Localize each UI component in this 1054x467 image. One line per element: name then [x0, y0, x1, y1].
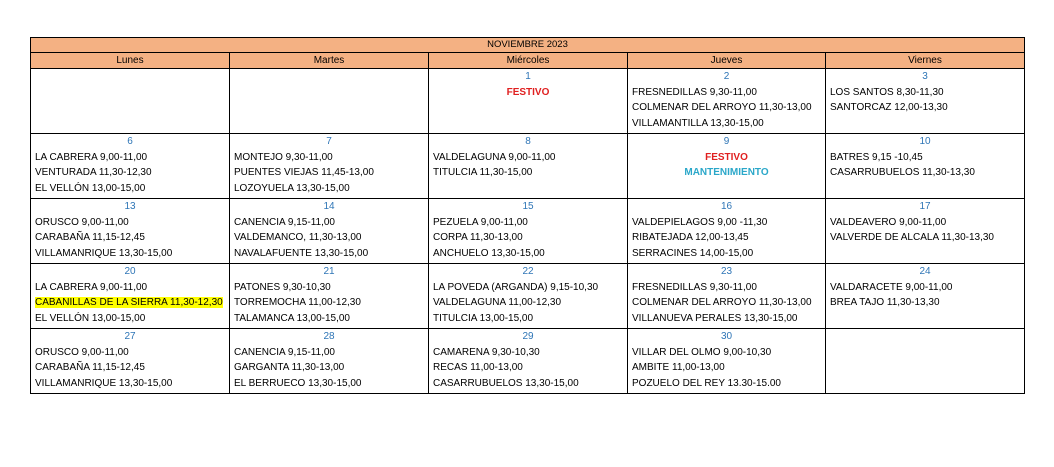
highlight-text: CABANILLAS DE LA SIERRA 11,30-12,30 — [35, 297, 223, 308]
week-row — [31, 199, 1025, 264]
weekday-header: Martes — [230, 53, 429, 69]
week-row — [31, 134, 1025, 199]
festivo-label: FESTIVO — [705, 151, 748, 163]
schedule-entry: BREA TAJO 11,30-13,30 — [830, 297, 940, 308]
weekday-header-row — [31, 53, 1025, 69]
day-number: 21 — [323, 266, 335, 277]
day-cell — [826, 69, 1025, 134]
day-number: 24 — [919, 266, 931, 277]
schedule-entry: TITULCIA 11,30-15,00 — [433, 167, 533, 178]
day-cell — [429, 329, 628, 394]
schedule-entry: TALAMANCA 13,00-15,00 — [234, 312, 350, 324]
festivo-label: FESTIVO — [506, 86, 550, 98]
day-number: 8 — [525, 136, 531, 147]
day-cell — [429, 264, 628, 329]
schedule-entry: CASARRUBUELOS 11,30-13,30 — [830, 167, 975, 178]
schedule-entry-highlighted — [35, 295, 229, 311]
schedule-entry: VALDEPIELAGOS 9,00 -11,30 — [632, 216, 768, 228]
schedule-entry: COLMENAR DEL ARROYO 11,30-13,00 — [632, 297, 812, 308]
schedule-entry: VILLAMANRIQUE 13,30-15,00 — [35, 247, 173, 259]
day-cell — [429, 69, 628, 134]
schedule-entry: LA CABRERA 9,00-11,00 — [35, 281, 148, 293]
schedule-entry: SERRACINES 14,00-15,00 — [632, 247, 754, 259]
day-number: 17 — [919, 201, 931, 212]
calendar-body — [31, 69, 1025, 394]
schedule-entry: CORPA 11,30-13,00 — [433, 232, 523, 243]
day-cell — [230, 134, 429, 199]
schedule-entry: EL VELLÓN 13,00-15,00 — [35, 182, 146, 194]
schedule-entry: CANENCIA 9,15-11,00 — [234, 346, 335, 358]
schedule-entry: TORREMOCHA 11,00-12,30 — [234, 297, 361, 308]
day-number: 10 — [919, 136, 931, 147]
schedule-entry: LA CABRERA 9,00-11,00 — [35, 151, 148, 163]
schedule-entry: VENTURADA 11,30-12,30 — [35, 167, 152, 178]
day-cell — [826, 199, 1025, 264]
maintenance-label: MANTENIMIENTO — [684, 167, 769, 178]
schedule-entry: VILLAR DEL OLMO 9,00-10,30 — [632, 346, 772, 358]
schedule-entry: PEZUELA 9,00-11,00 — [433, 216, 528, 228]
day-number: 6 — [127, 136, 133, 147]
day-cell — [628, 329, 826, 394]
day-number: 16 — [720, 201, 733, 212]
schedule-entry: FRESNEDILLAS 9,30-11,00 — [632, 281, 757, 293]
schedule-entry: MONTEJO 9,30-11,00 — [234, 151, 333, 163]
schedule-entry: FRESNEDILLAS 9,30-11,00 — [632, 86, 757, 98]
week-row — [31, 264, 1025, 329]
day-number: 7 — [326, 136, 332, 147]
day-cell — [429, 199, 628, 264]
day-number: 23 — [720, 266, 733, 277]
schedule-entry: LA POVEDA (ARGANDA) 9,15-10,30 — [433, 281, 599, 293]
day-cell — [31, 264, 230, 329]
schedule-entry: POZUELO DEL REY 13.30-15.00 — [632, 377, 781, 389]
schedule-entry: VALDARACETE 9,00-11,00 — [830, 281, 953, 293]
schedule-entry: VALDELAGUNA 11,00-12,30 — [433, 297, 562, 308]
calendar-table — [30, 37, 1025, 394]
week-row — [31, 69, 1025, 134]
day-cell — [230, 69, 429, 134]
day-cell — [826, 134, 1025, 199]
day-number: 14 — [323, 201, 335, 212]
day-number: 3 — [922, 71, 928, 82]
schedule-entry: EL VELLÓN 13,00-15,00 — [35, 312, 146, 324]
schedule-entry: VILLAMANTILLA 13,30-15,00 — [632, 117, 764, 129]
schedule-entry: CARABAÑA 11,15-12,45 — [35, 232, 145, 243]
schedule-entry: CAMARENA 9,30-10,30 — [433, 346, 540, 358]
schedule-entry: ORUSCO 9,00-11,00 — [35, 346, 129, 358]
schedule-entry: EL BERRUECO 13,30-15,00 — [234, 377, 362, 389]
day-number: 15 — [522, 201, 534, 212]
schedule-entry: ANCHUELO 13,30-15,00 — [433, 247, 545, 259]
day-cell — [230, 264, 429, 329]
schedule-entry: VILLAMANRIQUE 13,30-15,00 — [35, 377, 173, 389]
day-cell — [628, 264, 826, 329]
schedule-entry: VALDEAVERO 9,00-11,00 — [830, 216, 947, 228]
day-number: 9 — [723, 136, 730, 147]
schedule-entry: SANTORCAZ 12,00-13,30 — [830, 102, 948, 113]
schedule-entry: BATRES 9,15 -10,45 — [830, 151, 923, 163]
day-cell — [628, 134, 826, 199]
schedule-entry: CANENCIA 9,15-11,00 — [234, 216, 335, 228]
day-cell — [31, 134, 230, 199]
schedule-entry: VALDELAGUNA 9,00-11,00 — [433, 151, 556, 163]
day-cell — [826, 264, 1025, 329]
schedule-entry: LOS SANTOS 8,30-11,30 — [830, 86, 944, 98]
schedule-entry: TITULCIA 13,00-15,00 — [433, 312, 534, 324]
day-cell — [628, 69, 826, 134]
schedule-entry: PUENTES VIEJAS 11,45-13,00 — [234, 167, 374, 178]
schedule-entry: VALVERDE DE ALCALA 11,30-13,30 — [830, 232, 994, 243]
day-number: 29 — [522, 331, 534, 342]
day-number: 20 — [124, 266, 136, 277]
schedule-entry: ORUSCO 9,00-11,00 — [35, 216, 129, 228]
schedule-entry: LOZOYUELA 13,30-15,00 — [234, 182, 350, 194]
weekday-header: Viernes — [826, 53, 1025, 69]
day-number: 30 — [720, 331, 733, 342]
schedule-entry: GARGANTA 11,30-13,00 — [234, 362, 345, 373]
weekday-header: Lunes — [31, 53, 230, 69]
day-cell — [628, 199, 826, 264]
schedule-entry: VILLANUEVA PERALES 13,30-15,00 — [632, 312, 798, 324]
schedule-entry: PATONES 9,30-10,30 — [234, 281, 331, 293]
day-cell — [31, 69, 230, 134]
schedule-entry: CASARRUBUELOS 13,30-15,00 — [433, 377, 579, 389]
schedule-entry: COLMENAR DEL ARROYO 11,30-13,00 — [632, 102, 812, 113]
day-cell — [429, 134, 628, 199]
schedule-entry: NAVALAFUENTE 13,30-15,00 — [234, 247, 369, 259]
day-cell — [230, 199, 429, 264]
calendar-title: NOVIEMBRE 2023 — [31, 38, 1025, 53]
day-number: 2 — [723, 71, 730, 82]
day-number: 27 — [124, 331, 136, 342]
day-cell — [31, 199, 230, 264]
day-number: 22 — [522, 266, 534, 277]
day-cell — [31, 329, 230, 394]
day-number: 1 — [525, 71, 531, 82]
day-number: 13 — [124, 201, 136, 212]
day-number: 28 — [323, 331, 335, 342]
day-cell — [230, 329, 429, 394]
day-cell — [826, 329, 1025, 394]
schedule-entry: RIBATEJADA 12,00-13,45 — [632, 232, 749, 243]
schedule-entry: CARABAÑA 11,15-12,45 — [35, 362, 145, 373]
schedule-entry: RECAS 11,00-13,00 — [433, 362, 523, 373]
week-row — [31, 329, 1025, 394]
schedule-entry: VALDEMANCO, 11,30-13,00 — [234, 232, 362, 243]
weekday-header: Miércoles — [429, 53, 628, 69]
schedule-entry: AMBITE 11,00-13,00 — [632, 362, 725, 373]
weekday-header: Jueves — [628, 53, 826, 69]
